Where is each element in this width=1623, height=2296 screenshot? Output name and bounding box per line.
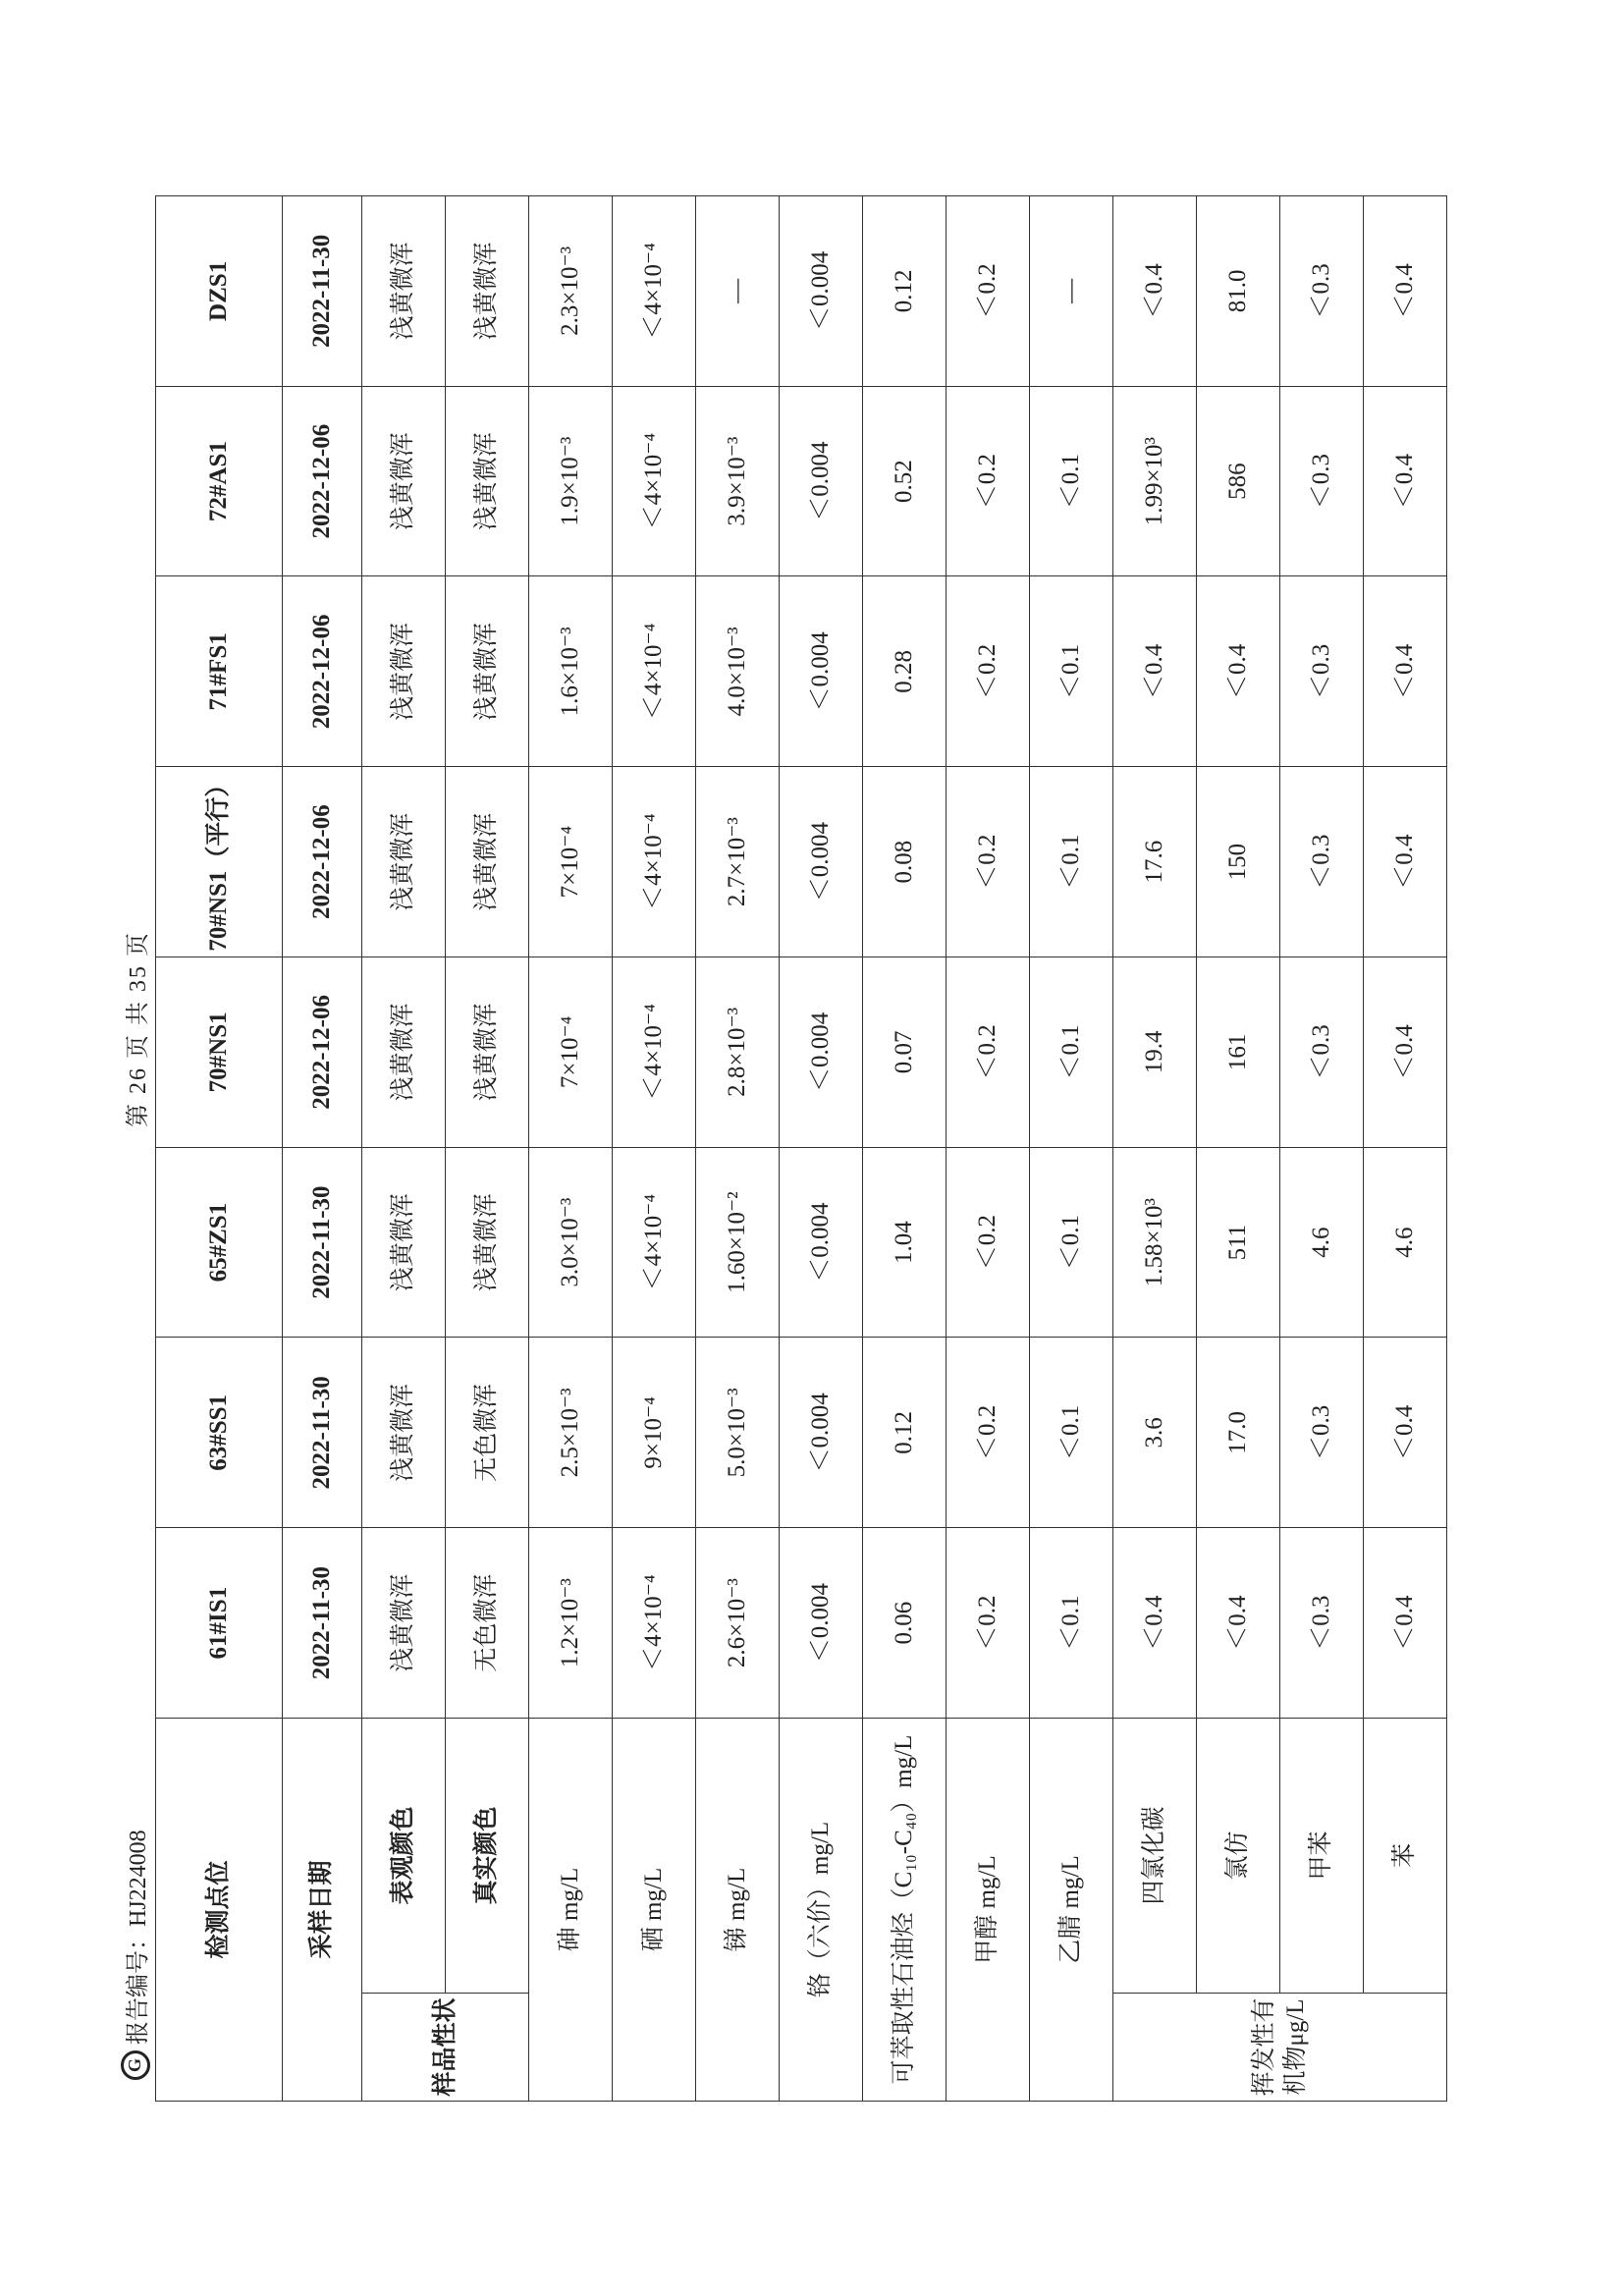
row-label: 氯仿 xyxy=(1197,1718,1280,1993)
date-row xyxy=(283,195,362,2101)
value-cell: ＜4×10⁻⁴ xyxy=(613,1528,696,1719)
value-cell: 0.28 xyxy=(863,576,947,767)
table-row xyxy=(1197,195,1280,2101)
sample-date: 2022-11-30 xyxy=(283,1528,362,1719)
table-row xyxy=(1113,195,1197,2101)
value-cell: ＜0.1 xyxy=(1030,767,1113,957)
value-cell: 3.6 xyxy=(1113,1338,1197,1528)
value-cell: ＜0.2 xyxy=(947,1528,1030,1719)
value-cell: 1.9×10⁻³ xyxy=(529,386,613,576)
value-cell: ＜0.2 xyxy=(947,1338,1030,1528)
value-cell: ＜4×10⁻⁴ xyxy=(613,386,696,576)
results-table xyxy=(155,195,1447,2102)
value-cell: ＜0.1 xyxy=(1030,1528,1113,1719)
group-label-voc: 挥发性有机物μg/L xyxy=(1113,1994,1447,2102)
value-cell: 4.0×10⁻³ xyxy=(696,576,780,767)
value-cell: 2.7×10⁻³ xyxy=(696,767,780,957)
value-cell: ＜0.1 xyxy=(1030,1338,1113,1528)
value-cell: 5.0×10⁻³ xyxy=(696,1338,780,1528)
value-cell: 2.8×10⁻³ xyxy=(696,957,780,1147)
value-cell: ＜0.4 xyxy=(1113,1528,1197,1719)
sample-date: 2022-11-30 xyxy=(283,1338,362,1528)
site-header: 检测点位 xyxy=(156,1718,283,2101)
value-cell: ＜0.4 xyxy=(1113,195,1197,386)
row-label: 硒 mg/L xyxy=(613,1718,696,2101)
value-cell: ＜0.3 xyxy=(1280,1338,1364,1528)
site-name: 71#FS1 xyxy=(156,576,283,767)
site-name: 70#NS1 xyxy=(156,957,283,1147)
value-cell: ＜0.4 xyxy=(1364,1338,1447,1528)
value-cell: 0.52 xyxy=(863,386,947,576)
value-cell: 浅黄微浑 xyxy=(362,1528,446,1719)
value-cell: 浅黄微浑 xyxy=(446,957,529,1147)
value-cell: ＜0.4 xyxy=(1364,386,1447,576)
value-cell: ＜0.004 xyxy=(780,1147,863,1338)
value-cell: ＜0.1 xyxy=(1030,957,1113,1147)
value-cell: — xyxy=(1030,195,1113,386)
value-cell: ＜0.4 xyxy=(1364,576,1447,767)
table-row xyxy=(863,195,947,2101)
row-label: 表观颜色 xyxy=(362,1718,446,1993)
value-cell: ＜0.4 xyxy=(1113,576,1197,767)
value-cell: ＜0.3 xyxy=(1280,957,1364,1147)
site-row xyxy=(156,195,283,2101)
value-cell: 0.07 xyxy=(863,957,947,1147)
value-cell: 7×10⁻⁴ xyxy=(529,767,613,957)
value-cell: ＜0.2 xyxy=(947,576,1030,767)
value-cell: ＜4×10⁻⁴ xyxy=(613,957,696,1147)
value-cell: 511 xyxy=(1197,1147,1280,1338)
value-cell: 1.2×10⁻³ xyxy=(529,1528,613,1719)
site-name: DZS1 xyxy=(156,195,283,386)
value-cell: ＜0.4 xyxy=(1197,576,1280,767)
sample-date: 2022-12-06 xyxy=(283,767,362,957)
value-cell: ＜0.4 xyxy=(1364,957,1447,1147)
value-cell: ＜0.004 xyxy=(780,386,863,576)
value-cell: 1.60×10⁻² xyxy=(696,1147,780,1338)
sample-date: 2022-11-30 xyxy=(283,1147,362,1338)
value-cell: 4.6 xyxy=(1364,1147,1447,1338)
value-cell: 浅黄微浑 xyxy=(362,386,446,576)
site-name: 65#ZS1 xyxy=(156,1147,283,1338)
value-cell: 4.6 xyxy=(1280,1147,1364,1338)
value-cell: — xyxy=(696,195,780,386)
value-cell: ＜0.1 xyxy=(1030,1147,1113,1338)
table-row xyxy=(362,195,446,2101)
value-cell: 150 xyxy=(1197,767,1280,957)
row-label: 真实颜色 xyxy=(446,1718,529,1993)
table-row xyxy=(446,195,529,2101)
value-cell: 浅黄微浑 xyxy=(362,957,446,1147)
value-cell: ＜4×10⁻⁴ xyxy=(613,767,696,957)
value-cell: ＜0.3 xyxy=(1280,767,1364,957)
value-cell: ＜0.2 xyxy=(947,1147,1030,1338)
value-cell: 浅黄微浑 xyxy=(446,767,529,957)
value-cell: ＜0.3 xyxy=(1280,576,1364,767)
value-cell: ＜0.1 xyxy=(1030,576,1113,767)
value-cell: 2.5×10⁻³ xyxy=(529,1338,613,1528)
value-cell: 浅黄微浑 xyxy=(362,195,446,386)
value-cell: 19.4 xyxy=(1113,957,1197,1147)
value-cell: ＜4×10⁻⁴ xyxy=(613,195,696,386)
group-label-sample-properties: 样品性状 xyxy=(362,1994,529,2102)
value-cell: ＜0.004 xyxy=(780,195,863,386)
site-name: 72#AS1 xyxy=(156,386,283,576)
site-name: 70#NS1（平行） xyxy=(156,767,283,957)
row-label: 四氯化碳 xyxy=(1113,1718,1197,1993)
table-row xyxy=(613,195,696,2101)
value-cell: 3.0×10⁻³ xyxy=(529,1147,613,1338)
row-label: 锑 mg/L xyxy=(696,1718,780,2101)
value-cell: ＜0.1 xyxy=(1030,386,1113,576)
value-cell: 1.58×10³ xyxy=(1113,1147,1197,1338)
value-cell: 1.04 xyxy=(863,1147,947,1338)
value-cell: 17.0 xyxy=(1197,1338,1280,1528)
value-cell: 1.6×10⁻³ xyxy=(529,576,613,767)
sample-date: 2022-12-06 xyxy=(283,957,362,1147)
value-cell: ＜0.2 xyxy=(947,195,1030,386)
row-label: 铬（六价）mg/L xyxy=(780,1718,863,2101)
value-cell: 0.12 xyxy=(863,1338,947,1528)
value-cell: ＜0.4 xyxy=(1197,1528,1280,1719)
value-cell: 3.9×10⁻³ xyxy=(696,386,780,576)
table-row xyxy=(780,195,863,2101)
site-name: 61#IS1 xyxy=(156,1528,283,1719)
row-label: 砷 mg/L xyxy=(529,1718,613,2101)
value-cell: ＜0.004 xyxy=(780,957,863,1147)
sample-date: 2022-11-30 xyxy=(283,195,362,386)
value-cell: 浅黄微浑 xyxy=(362,1147,446,1338)
row-label: 甲苯 xyxy=(1280,1718,1364,1993)
value-cell: ＜0.004 xyxy=(780,1528,863,1719)
value-cell: ＜4×10⁻⁴ xyxy=(613,576,696,767)
value-cell: ＜0.2 xyxy=(947,767,1030,957)
value-cell: ＜0.4 xyxy=(1364,195,1447,386)
sample-date: 2022-12-06 xyxy=(283,576,362,767)
date-header: 采样日期 xyxy=(283,1718,362,2101)
row-label: 乙腈 mg/L xyxy=(1030,1718,1113,2101)
value-cell: 7×10⁻⁴ xyxy=(529,957,613,1147)
sample-date: 2022-12-06 xyxy=(283,386,362,576)
value-cell: 17.6 xyxy=(1113,767,1197,957)
value-cell: 81.0 xyxy=(1197,195,1280,386)
table-row xyxy=(696,195,780,2101)
company-logo-icon: G xyxy=(121,2050,150,2080)
value-cell: ＜0.004 xyxy=(780,1338,863,1528)
value-cell: 浅黄微浑 xyxy=(446,386,529,576)
value-cell: ＜0.3 xyxy=(1280,195,1364,386)
row-label: 可萃取性石油烃（C₁₀-C₄₀）mg/L xyxy=(863,1718,947,2101)
value-cell: ＜0.004 xyxy=(780,576,863,767)
site-name: 63#SS1 xyxy=(156,1338,283,1528)
value-cell: ＜0.3 xyxy=(1280,386,1364,576)
value-cell: 1.99×10³ xyxy=(1113,386,1197,576)
value-cell: ＜0.2 xyxy=(947,386,1030,576)
table-row xyxy=(1030,195,1113,2101)
value-cell: ＜4×10⁻⁴ xyxy=(613,1147,696,1338)
value-cell: ＜0.4 xyxy=(1364,1528,1447,1719)
table-row xyxy=(1280,195,1364,2101)
value-cell: 2.6×10⁻³ xyxy=(696,1528,780,1719)
report-number-text: 报告编号：HJ224008 xyxy=(126,1830,151,2045)
report-number xyxy=(118,1830,152,2080)
value-cell: 浅黄微浑 xyxy=(362,576,446,767)
value-cell: 586 xyxy=(1197,386,1280,576)
value-cell: 0.12 xyxy=(863,195,947,386)
page-indicator: 第 26 页 共 35 页 xyxy=(126,931,151,1127)
value-cell: ＜0.4 xyxy=(1364,767,1447,957)
value-cell: 浅黄微浑 xyxy=(362,1338,446,1528)
value-cell: 2.3×10⁻³ xyxy=(529,195,613,386)
value-cell: 浅黄微浑 xyxy=(446,195,529,386)
value-cell: 0.06 xyxy=(863,1528,947,1719)
value-cell: 0.08 xyxy=(863,767,947,957)
row-label: 苯 xyxy=(1364,1718,1447,1993)
value-cell: ＜0.3 xyxy=(1280,1528,1364,1719)
value-cell: 9×10⁻⁴ xyxy=(613,1338,696,1528)
value-cell: 浅黄微浑 xyxy=(446,1147,529,1338)
row-label: 甲醇 mg/L xyxy=(947,1718,1030,2101)
table-row xyxy=(1364,195,1447,2101)
value-cell: ＜0.004 xyxy=(780,767,863,957)
value-cell: 161 xyxy=(1197,957,1280,1147)
value-cell: 浅黄微浑 xyxy=(446,576,529,767)
value-cell: 无色微浑 xyxy=(446,1528,529,1719)
value-cell: 浅黄微浑 xyxy=(362,767,446,957)
value-cell: ＜0.2 xyxy=(947,957,1030,1147)
table-row xyxy=(947,195,1030,2101)
value-cell: 无色微浑 xyxy=(446,1338,529,1528)
table-row xyxy=(529,195,613,2101)
